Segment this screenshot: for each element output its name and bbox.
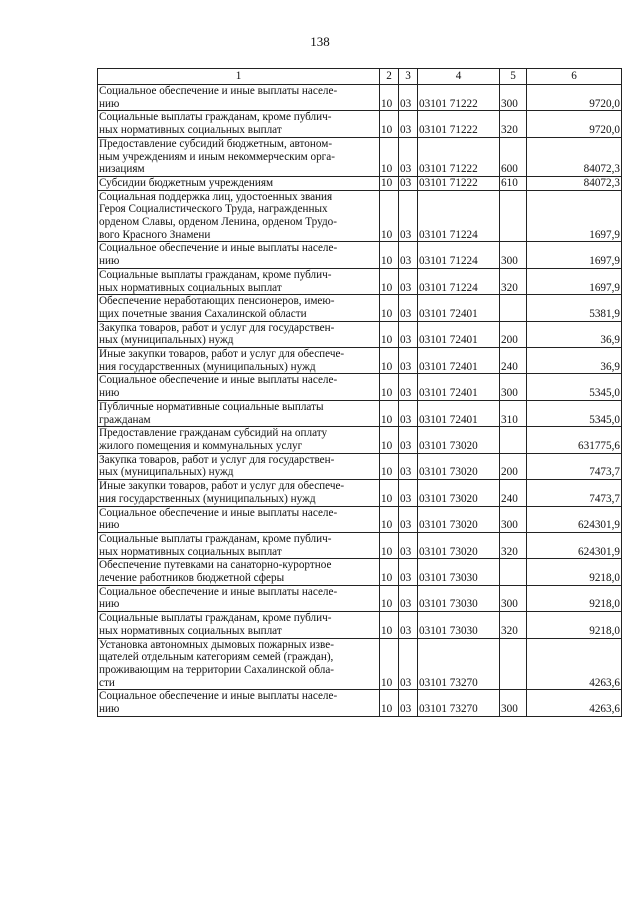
- cell-name-line: нию: [99, 519, 120, 532]
- cell-name-line: Предоставление субсидий бюджетным, автоном-: [99, 137, 333, 150]
- cell-subsection: 03: [399, 295, 418, 321]
- cell-expense-type: [500, 427, 527, 453]
- cell-subsection: 03: [399, 190, 418, 242]
- cell-name: [98, 374, 380, 400]
- cell-amount: 5381,9: [527, 295, 622, 321]
- table-row: [98, 400, 622, 426]
- cell-section: 10: [380, 137, 399, 176]
- cell-section: 10: [380, 532, 399, 558]
- cell-target-article: 03101 71224: [418, 190, 500, 242]
- cell-target-article: 03101 73270: [418, 638, 500, 690]
- cell-name-line: гражданам: [99, 413, 151, 426]
- cell-name-line: ния государственных (муниципальных) нужд: [99, 492, 316, 505]
- cell-subsection: 03: [399, 137, 418, 176]
- table-row: [98, 638, 622, 690]
- table-row: [98, 374, 622, 400]
- table-row: [98, 268, 622, 294]
- cell-amount: 1697,9: [527, 190, 622, 242]
- cell-expense-type: [500, 638, 527, 690]
- cell-name: [98, 295, 380, 321]
- cell-section: 10: [380, 638, 399, 690]
- cell-amount: 4263,6: [527, 638, 622, 690]
- cell-target-article: 03101 73030: [418, 612, 500, 638]
- cell-name-line: жилого помещения и коммунальных услуг: [99, 439, 303, 452]
- cell-name: [98, 111, 380, 137]
- cell-section: 10: [380, 268, 399, 294]
- header-expense-type: 5: [500, 69, 527, 85]
- cell-amount: 1697,9: [527, 242, 622, 268]
- cell-section: 10: [380, 453, 399, 479]
- cell-target-article: 03101 71224: [418, 268, 500, 294]
- cell-name-line: Иные закупки товаров, работ и услуг для обеспече-: [99, 480, 345, 493]
- cell-subsection: 03: [399, 427, 418, 453]
- cell-name-line: щателей отдельным категориям семей (граждан),: [99, 651, 334, 664]
- cell-amount: 624301,9: [527, 506, 622, 532]
- cell-amount: 7473,7: [527, 453, 622, 479]
- cell-subsection: 03: [399, 638, 418, 690]
- table-row: [98, 612, 622, 638]
- cell-target-article: 03101 72401: [418, 374, 500, 400]
- cell-section: 10: [380, 612, 399, 638]
- cell-name: [98, 532, 380, 558]
- cell-name-line: Иные закупки товаров, работ и услуг для обеспече-: [99, 348, 345, 361]
- cell-target-article: 03101 71222: [418, 137, 500, 176]
- cell-expense-type: 300: [500, 374, 527, 400]
- cell-name: [98, 585, 380, 611]
- cell-expense-type: 600: [500, 137, 527, 176]
- cell-amount: 36,9: [527, 348, 622, 374]
- cell-expense-type: [500, 295, 527, 321]
- cell-expense-type: 320: [500, 268, 527, 294]
- header-name: 1: [98, 69, 380, 85]
- cell-section: 10: [380, 480, 399, 506]
- cell-name: [98, 427, 380, 453]
- cell-name-line: Героя Социалистического Труда, награжденных: [99, 203, 328, 216]
- budget-table: [97, 68, 622, 717]
- cell-name-line: Обеспечение путевками на санаторно-курортное: [99, 559, 332, 572]
- cell-subsection: 03: [399, 559, 418, 585]
- cell-name: [98, 506, 380, 532]
- cell-amount: 7473,7: [527, 480, 622, 506]
- table-row: [98, 506, 622, 532]
- cell-expense-type: [500, 559, 527, 585]
- cell-name-line: низациям: [99, 163, 145, 176]
- table-row: [98, 111, 622, 137]
- header-subsection: 3: [399, 69, 418, 85]
- cell-amount: 84072,3: [527, 137, 622, 176]
- cell-expense-type: 610: [500, 176, 527, 190]
- cell-subsection: 03: [399, 532, 418, 558]
- page-number: 138: [310, 34, 330, 49]
- cell-name-line: Социальная поддержка лиц, удостоенных звания: [99, 190, 333, 203]
- cell-target-article: 03101 73270: [418, 690, 500, 716]
- cell-name-line: щих почетные звания Сахалинской области: [99, 307, 307, 320]
- cell-expense-type: 300: [500, 585, 527, 611]
- cell-name-line: сти: [99, 676, 115, 689]
- cell-name-line: орденом Славы, орденом Ленина, орденом Трудо-: [99, 216, 337, 229]
- cell-amount: 9720,0: [527, 111, 622, 137]
- cell-name: [98, 400, 380, 426]
- cell-target-article: 03101 73020: [418, 506, 500, 532]
- cell-expense-type: 240: [500, 348, 527, 374]
- cell-name-line: нию: [99, 255, 120, 268]
- cell-subsection: 03: [399, 374, 418, 400]
- cell-amount: 5345,0: [527, 400, 622, 426]
- cell-target-article: 03101 72401: [418, 321, 500, 347]
- cell-section: 10: [380, 690, 399, 716]
- cell-section: 10: [380, 190, 399, 242]
- cell-section: 10: [380, 374, 399, 400]
- cell-subsection: 03: [399, 690, 418, 716]
- cell-subsection: 03: [399, 480, 418, 506]
- cell-target-article: 03101 73030: [418, 585, 500, 611]
- cell-subsection: 03: [399, 268, 418, 294]
- cell-subsection: 03: [399, 585, 418, 611]
- cell-subsection: 03: [399, 453, 418, 479]
- cell-expense-type: 310: [500, 400, 527, 426]
- cell-expense-type: 300: [500, 506, 527, 532]
- cell-name-line: Закупка товаров, работ и услуг для государствен-: [99, 453, 335, 466]
- cell-name-line: Социальные выплаты гражданам, кроме публич-: [99, 268, 332, 281]
- cell-target-article: 03101 72401: [418, 348, 500, 374]
- cell-expense-type: 300: [500, 85, 527, 111]
- cell-name-line: вого Красного Знамени: [99, 228, 211, 241]
- cell-name: [98, 638, 380, 690]
- header-amount: 6: [527, 69, 622, 85]
- cell-section: 10: [380, 111, 399, 137]
- cell-subsection: 03: [399, 111, 418, 137]
- cell-name-line: ных нормативных социальных выплат: [99, 281, 282, 294]
- cell-name-line: Предоставление гражданам субсидий на оплату: [99, 427, 328, 440]
- table-row: [98, 348, 622, 374]
- cell-expense-type: [500, 190, 527, 242]
- cell-expense-type: 200: [500, 321, 527, 347]
- cell-amount: 1697,9: [527, 268, 622, 294]
- cell-subsection: 03: [399, 176, 418, 190]
- table-header-row: [98, 69, 622, 85]
- cell-name-line: Социальное обеспечение и иные выплаты населе-: [99, 242, 338, 255]
- cell-name: [98, 321, 380, 347]
- cell-target-article: 03101 71222: [418, 85, 500, 111]
- cell-name: [98, 137, 380, 176]
- cell-name-line: нию: [99, 387, 120, 400]
- cell-target-article: 03101 71222: [418, 111, 500, 137]
- cell-name-line: ния государственных (муниципальных) нужд: [99, 360, 316, 373]
- cell-subsection: 03: [399, 612, 418, 638]
- cell-amount: 36,9: [527, 321, 622, 347]
- cell-amount: 4263,6: [527, 690, 622, 716]
- cell-target-article: 03101 73020: [418, 532, 500, 558]
- cell-name-line: ных нормативных социальных выплат: [99, 124, 282, 137]
- cell-name-line: ных нормативных социальных выплат: [99, 624, 282, 637]
- header-target: 4: [418, 69, 500, 85]
- table-row: [98, 480, 622, 506]
- cell-name-line: Социальное обеспечение и иные выплаты населе-: [99, 85, 338, 97]
- table-row: [98, 85, 622, 111]
- cell-amount: 84072,3: [527, 176, 622, 190]
- table-row: [98, 242, 622, 268]
- table-row: [98, 427, 622, 453]
- table-row: [98, 559, 622, 585]
- cell-name-line: нию: [99, 703, 120, 716]
- cell-name-line: Социальные выплаты гражданам, кроме публич-: [99, 612, 332, 625]
- cell-target-article: 03101 73030: [418, 559, 500, 585]
- table-row: [98, 453, 622, 479]
- cell-name: [98, 190, 380, 242]
- table-row: [98, 137, 622, 176]
- cell-section: 10: [380, 400, 399, 426]
- cell-section: 10: [380, 585, 399, 611]
- cell-name: [98, 242, 380, 268]
- cell-name-line: Субсидии бюджетным учреждениям: [99, 176, 274, 189]
- cell-name: [98, 453, 380, 479]
- cell-section: 10: [380, 506, 399, 532]
- cell-name-line: Публичные нормативные социальные выплаты: [99, 400, 324, 413]
- cell-target-article: 03101 73020: [418, 480, 500, 506]
- cell-name-line: проживающим на территории Сахалинской обла-: [99, 663, 335, 676]
- cell-expense-type: 320: [500, 612, 527, 638]
- cell-amount: 9218,0: [527, 585, 622, 611]
- cell-name-line: ным учреждениям и иным некоммерческим орга-: [99, 150, 335, 163]
- cell-target-article: 03101 73020: [418, 427, 500, 453]
- cell-amount: 631775,6: [527, 427, 622, 453]
- cell-section: 10: [380, 176, 399, 190]
- cell-section: 10: [380, 85, 399, 111]
- cell-amount: 624301,9: [527, 532, 622, 558]
- cell-section: 10: [380, 321, 399, 347]
- cell-amount: 9218,0: [527, 559, 622, 585]
- cell-name: [98, 559, 380, 585]
- table-row: [98, 532, 622, 558]
- cell-name-line: Социальное обеспечение и иные выплаты населе-: [99, 585, 338, 598]
- cell-target-article: 03101 71222: [418, 176, 500, 190]
- cell-name: [98, 612, 380, 638]
- cell-expense-type: 240: [500, 480, 527, 506]
- cell-subsection: 03: [399, 321, 418, 347]
- cell-name-line: Социальные выплаты гражданам, кроме публич-: [99, 532, 332, 545]
- cell-section: 10: [380, 295, 399, 321]
- cell-target-article: 03101 71224: [418, 242, 500, 268]
- table-row: [98, 176, 622, 190]
- cell-target-article: 03101 72401: [418, 295, 500, 321]
- cell-name-line: Социальное обеспечение и иные выплаты населе-: [99, 374, 338, 387]
- cell-subsection: 03: [399, 85, 418, 111]
- table-row: [98, 690, 622, 716]
- table-row: [98, 585, 622, 611]
- table-row: [98, 190, 622, 242]
- cell-target-article: 03101 73020: [418, 453, 500, 479]
- cell-section: 10: [380, 559, 399, 585]
- cell-target-article: 03101 72401: [418, 400, 500, 426]
- cell-name-line: Обеспечение неработающих пенсионеров, имею-: [99, 295, 335, 308]
- cell-name-line: ных (муниципальных) нужд: [99, 334, 234, 347]
- cell-amount: 5345,0: [527, 374, 622, 400]
- cell-name: [98, 480, 380, 506]
- cell-name: [98, 176, 380, 190]
- cell-expense-type: 300: [500, 690, 527, 716]
- cell-name: [98, 690, 380, 716]
- cell-subsection: 03: [399, 400, 418, 426]
- cell-name-line: лечение работников бюджетной сферы: [99, 572, 285, 585]
- cell-subsection: 03: [399, 506, 418, 532]
- cell-name-line: нию: [99, 598, 120, 611]
- cell-name-line: ных нормативных социальных выплат: [99, 545, 282, 558]
- cell-section: 10: [380, 427, 399, 453]
- table-row: [98, 321, 622, 347]
- cell-amount: 9720,0: [527, 85, 622, 111]
- cell-amount: 9218,0: [527, 612, 622, 638]
- cell-expense-type: 300: [500, 242, 527, 268]
- cell-name-line: Социальное обеспечение и иные выплаты населе-: [99, 506, 338, 519]
- cell-expense-type: 200: [500, 453, 527, 479]
- cell-name: [98, 268, 380, 294]
- cell-name: [98, 85, 380, 111]
- cell-expense-type: 320: [500, 111, 527, 137]
- cell-name-line: Социальные выплаты гражданам, кроме публич-: [99, 111, 332, 124]
- cell-section: 10: [380, 242, 399, 268]
- cell-subsection: 03: [399, 348, 418, 374]
- cell-expense-type: 320: [500, 532, 527, 558]
- cell-section: 10: [380, 348, 399, 374]
- header-section: 2: [380, 69, 399, 85]
- cell-name-line: Установка автономных дымовых пожарных изве-: [99, 638, 334, 651]
- cell-name-line: нию: [99, 97, 120, 110]
- cell-name-line: Социальное обеспечение и иные выплаты населе-: [99, 690, 338, 703]
- cell-name-line: ных (муниципальных) нужд: [99, 466, 234, 479]
- cell-name-line: Закупка товаров, работ и услуг для государствен-: [99, 321, 335, 334]
- table-body: [98, 85, 622, 717]
- table-row: [98, 295, 622, 321]
- cell-subsection: 03: [399, 242, 418, 268]
- cell-name: [98, 348, 380, 374]
